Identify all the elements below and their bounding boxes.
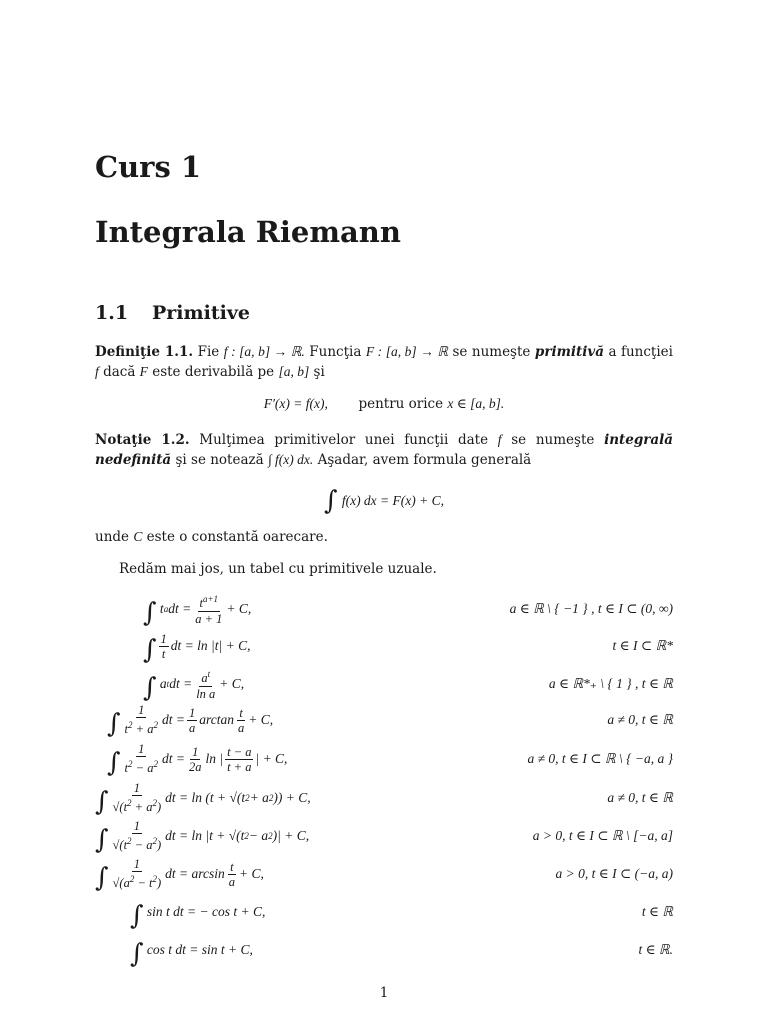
sentence-text: unde	[95, 529, 130, 545]
definition-math: F : [a, b] → ℝ	[365, 344, 448, 359]
formula-condition: a ≠ 0, t ∈ ℝ	[607, 790, 673, 805]
definition-math: F	[139, 364, 148, 379]
table-intro: Redăm mai jos, un tabel cu primitivele uzuale.	[119, 561, 437, 577]
definition-text: este derivabilă pe	[152, 364, 275, 380]
definition-text: dacă	[103, 364, 136, 380]
formula: ∫ sin t dt = − cos t + C,	[130, 901, 266, 931]
formula-row	[95, 897, 673, 931]
formula-row	[95, 819, 673, 855]
formula-condition: a ∈ ℝ*₊ \ { 1 } , t ∈ ℝ	[548, 676, 673, 691]
formula-condition: t ∈ I ⊂ ℝ*	[612, 638, 673, 653]
formula-row	[95, 631, 673, 665]
formula-row	[95, 935, 673, 969]
definition-text: a funcţiei	[608, 344, 673, 360]
sentence-math: C	[133, 529, 143, 544]
definition-display	[95, 396, 673, 412]
formula-condition: a ≠ 0, t ∈ I ⊂ ℝ \ { −a, a }	[527, 751, 673, 766]
section-title: Primitive	[152, 302, 250, 324]
definition-paragraph	[95, 342, 673, 382]
notation-paragraph	[95, 430, 673, 470]
display-equation: F′(x) = f(x),	[263, 396, 328, 411]
page-number: 1	[379, 985, 389, 1001]
display-text: pentru orice	[358, 396, 444, 412]
formula: ∫ a $^t$ dt = $\frac{a^t}{\text{ln a}}$ + C,	[143, 669, 245, 703]
notation-text: Aşadar, avem formula generală	[317, 452, 532, 468]
formula: ∫ $\frac{1}{t^2 + a^2}$ dt = $\frac{1}{a}$ arctan $\frac{t}{a}$ + C,	[107, 703, 274, 739]
formula-row	[95, 781, 673, 817]
definition-text: Funcţia	[309, 344, 362, 360]
definition-text: şi	[313, 364, 325, 380]
formula-row	[95, 594, 673, 628]
formula-row	[95, 703, 673, 739]
chapter-label: Curs 1	[95, 150, 202, 184]
formula: ∫ $\frac{1}{t}$ dt = ln |t| + C,	[143, 631, 251, 665]
display-equation: f(x) dx = F(x) + C,	[341, 493, 445, 508]
definition-math: [a, b]	[278, 364, 310, 379]
chapter-title: Integrala Riemann	[95, 215, 401, 249]
notation-label: Notaţie 1.2.	[95, 432, 190, 448]
notation-math: f	[497, 432, 502, 447]
definition-math: f	[95, 364, 99, 379]
sentence-text: este o constantă oarecare.	[146, 529, 328, 545]
formula: ∫ cos t dt = sin t + C,	[130, 939, 253, 969]
formula-condition: a > 0, t ∈ I ⊂ ℝ \ [−a, a]	[532, 828, 673, 843]
notation-math: ∫ f(x) dx.	[267, 452, 314, 467]
display-math: x ∈ [a, b].	[447, 396, 505, 411]
notation-display	[95, 482, 673, 516]
formula: ∫ $\frac{1}{√(a^2 - t^2)}$ dt = arcsin $\frac{t}{a}$ + C,	[95, 857, 264, 893]
formula-condition: t ∈ ℝ.	[638, 942, 673, 957]
definition-text: Fie	[197, 344, 220, 360]
formula-row	[95, 857, 673, 893]
formula-condition: t ∈ ℝ	[641, 904, 673, 919]
definition-term: primitivă	[534, 344, 604, 360]
notation-text: şi se notează	[175, 452, 264, 468]
formula: ∫ $\frac{1}{t^2 - a^2}$ dt = $\frac{1}{2a}$ ln | $\frac{t - a}{t + a}$ | + C,	[107, 742, 288, 778]
definition-math: f : [a, b] → ℝ.	[223, 344, 305, 359]
formula-row	[95, 742, 673, 778]
formula-row	[95, 669, 673, 703]
formula-condition: a > 0, t ∈ I ⊂ (−a, a)	[555, 866, 673, 881]
section-heading	[95, 302, 250, 324]
formula: ∫ $\frac{1}{√(t^2 + a^2)}$ dt = ln (t + √(t 2 + a 2 )) + C,	[95, 781, 311, 817]
integral-sign: ∫	[323, 486, 338, 516]
notation-term: integrală nedefinită	[95, 432, 674, 468]
formula: ∫ $\frac{1}{√(t^2 - a^2)}$ dt = ln |t + √(t 2 − a 2 )| + C,	[95, 819, 310, 855]
notation-text: Mulţimea primitivelor unei funcţii date	[199, 432, 489, 448]
notation-text: se numeşte	[511, 432, 595, 448]
formula-condition: a ∈ ℝ \ { −1 } , t ∈ I ⊂ (0, ∞)	[509, 601, 673, 616]
definition-text: se numeşte	[452, 344, 531, 360]
definition-label: Definiţie 1.1.	[95, 344, 194, 360]
formula: ∫ t $^a$ dt = $\frac{t^{a+1}}{a + 1}$ + C,	[143, 594, 252, 628]
constant-sentence	[95, 527, 673, 547]
formula-condition: a ≠ 0, t ∈ ℝ	[607, 712, 673, 727]
section-number: 1.1	[95, 302, 129, 324]
